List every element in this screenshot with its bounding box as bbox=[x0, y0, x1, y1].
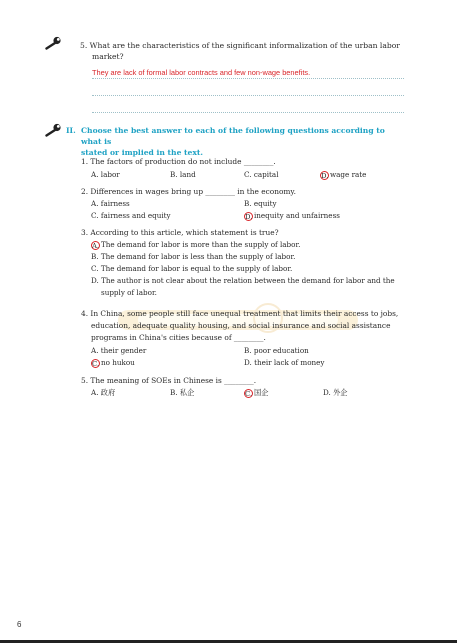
question-1-stem: 1. The factors of production do not include ________. bbox=[81, 157, 276, 166]
option-a[interactable]: A. fairness bbox=[91, 199, 130, 208]
question-5-open bbox=[80, 40, 410, 62]
option-b[interactable]: B. poor education bbox=[244, 346, 309, 355]
wrench-icon bbox=[44, 36, 62, 50]
option-b[interactable]: B. land bbox=[170, 170, 196, 179]
option-a[interactable]: A. The demand for labor is more than the supply of labor. bbox=[92, 240, 301, 250]
option-b[interactable]: B. The demand for labor is less than the supply of labor. bbox=[91, 252, 296, 261]
wrench-icon bbox=[44, 123, 62, 137]
answer-circle-mark: C. bbox=[92, 359, 100, 368]
answer-line[interactable] bbox=[92, 67, 404, 79]
question-text-line: 5. What are the characteristics of the significant informalization of the urban labor bbox=[80, 41, 400, 50]
option-b[interactable]: B. 私企 bbox=[170, 388, 195, 397]
option-a[interactable]: A. labor bbox=[91, 170, 120, 179]
option-c[interactable]: C. no hukou bbox=[92, 358, 135, 368]
question-4-stem: 4. In China, some people still face unequal treatment that limits their access to jobs, bbox=[81, 309, 399, 318]
page-number: 6 bbox=[17, 620, 22, 629]
question-text-line: market? bbox=[92, 52, 124, 61]
question-4-stem-line: programs in China's cities because of ________. bbox=[91, 333, 266, 342]
option-d[interactable]: D. The author is not clear about the relation between the demand for labor and the bbox=[91, 276, 395, 285]
option-d-continued: supply of labor. bbox=[101, 288, 157, 297]
answer-circle-mark: D. bbox=[321, 171, 329, 180]
option-a[interactable]: A. their gender bbox=[91, 346, 147, 355]
option-c[interactable]: C. 国企 bbox=[245, 388, 269, 398]
handwritten-answer: They are lack of formal labor contracts and few non-wage benefits. bbox=[92, 68, 311, 77]
answer-circle-mark: D. bbox=[245, 212, 253, 221]
section-instruction-line: stated or implied in the text. bbox=[81, 148, 204, 157]
section-numeral: II. bbox=[66, 126, 76, 135]
option-d[interactable]: D. inequity and unfairness bbox=[245, 211, 340, 221]
answer-circle-mark: C. bbox=[245, 389, 253, 398]
option-c[interactable]: C. The demand for labor is equal to the supply of labor. bbox=[91, 264, 293, 273]
option-c[interactable]: C. fairness and equity bbox=[91, 211, 171, 220]
option-a[interactable]: A. 政府 bbox=[91, 388, 116, 397]
option-b[interactable]: B. equity bbox=[244, 199, 277, 208]
question-3-stem: 3. According to this article, which statement is true? bbox=[81, 228, 279, 237]
question-2-stem: 2. Differences in wages bring up ________ in the economy. bbox=[81, 187, 296, 196]
answer-line[interactable] bbox=[92, 101, 404, 113]
answer-circle-mark: A. bbox=[92, 241, 100, 250]
question-4-stem-line: education, adequate quality housing, and social insurance and social assistance bbox=[91, 321, 391, 330]
option-d[interactable]: D. wage rate bbox=[321, 170, 367, 180]
option-c[interactable]: C. capital bbox=[244, 170, 279, 179]
section-instruction-line: Choose the best answer to each of the following questions according to what is bbox=[81, 126, 385, 146]
question-5-stem: 5. The meaning of SOEs in Chinese is ________. bbox=[81, 376, 257, 385]
option-d[interactable]: D. 外企 bbox=[323, 388, 348, 397]
answer-line[interactable] bbox=[92, 84, 404, 96]
option-d[interactable]: D. their lack of money bbox=[244, 358, 325, 367]
